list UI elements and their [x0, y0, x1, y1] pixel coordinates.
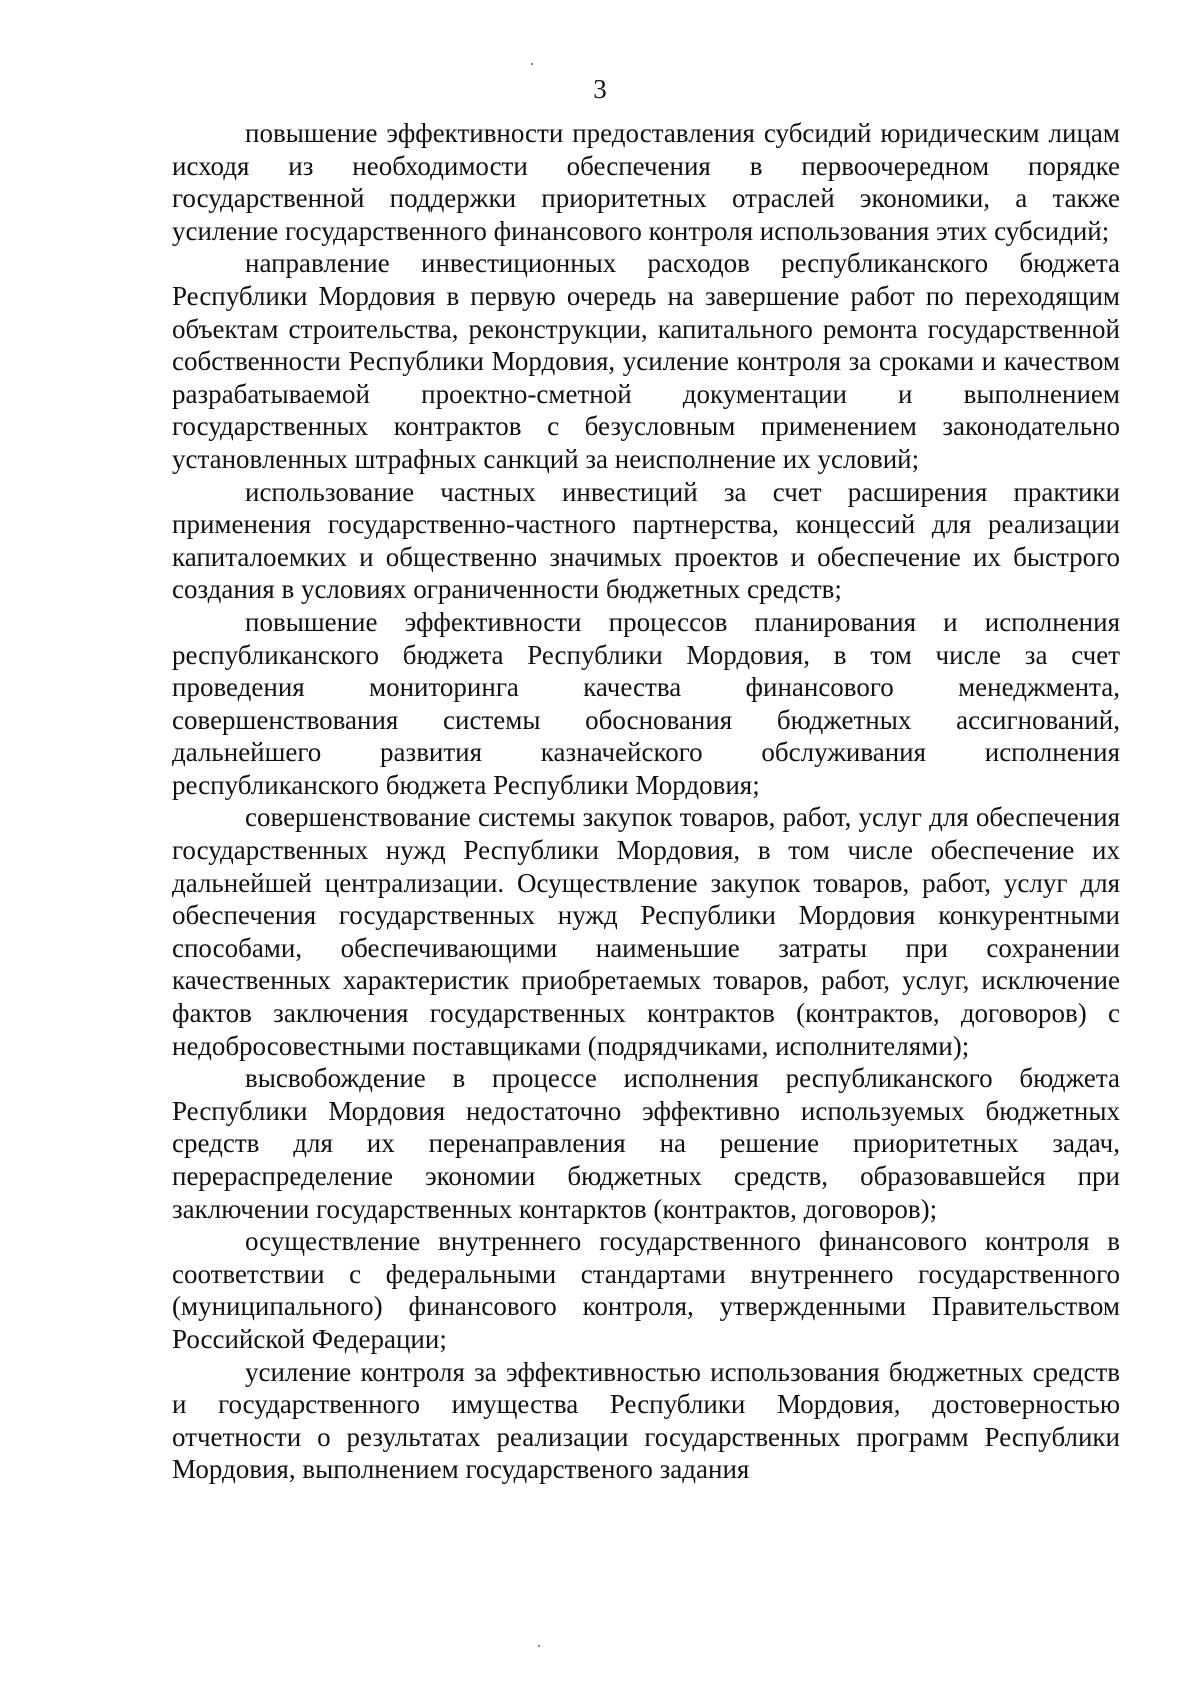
paragraph: высвобождение в процессе исполнения республиканского бюджета Республики Мордовия недостаточно эффективно используемых бюджетных средств для их перенаправления на решение приоритетных задач, перераспределение экономии бюджетных средств, образовавшейся при заключении государственных контарктов (контрактов, договоров); — [172, 1063, 1120, 1224]
paragraph: использование частных инвестиций за счет расширения практики применения государственно-частного партнерства, концессий для реализации капиталоемких и общественно значимых проектов и обеспечение их быстрого создания в условиях ограниченности бюджетных средств; — [172, 476, 1120, 605]
paragraph: совершенствование системы закупок товаров, работ, услуг для обеспечения государственных нужд Республики Мордовия, в том числе обеспечение их дальнейшей централизации. Осуществление закупок товаров, работ, услуг для обеспечения государственных нужд Республики Мордовия конкурентными способами, обеспечивающими наименьшие затраты при сохранении качественных характеристик приобретаемых товаров, работ, услуг, исключение фактов заключения государственных контрактов (контрактов, договоров) с недобросовестными поставщиками (подрядчиками, исполнителями); — [172, 802, 1120, 1061]
paragraph: направление инвестиционных расходов республиканского бюджета Республики Мордовия в первую очередь на завершение работ по переходящим объектам строительства, реконструкции, капитального ремонта государственной собственности Республики Мордовия, усиление контроля за сроками и качеством разрабатываемой проектно-сметной документации и выполнением государственных контрактов с безусловным применением законодательно установленных штрафных санкций за неисполнение их условий; — [172, 248, 1120, 474]
paragraph: повышение эффективности предоставления субсидий юридическим лицам исходя из необходимости обеспечения в первоочередном порядке государственной поддержки приоритетных отраслей экономики, а также усиление государственного финансового контроля использования этих субсидий; — [172, 118, 1120, 246]
paragraph: повышение эффективности процессов планирования и исполнения республиканского бюджета Республики Мордовия, в том числе за счет проведения мониторинга качества финансового менеджмента, совершенствования системы обоснования бюджетных ассигнований, дальнейшего развития казначейского обслуживания исполнения республиканского бюджета Республики Мордовия; — [172, 606, 1120, 800]
scan-speck — [538, 1645, 540, 1647]
document-body — [172, 117, 1120, 1486]
paragraph: усиление контроля за эффективностью использования бюджетных средств и государственного имущества Республики Мордовия, достоверностью отчетности о результатах реализации государственных программ Республики Мордовия, выполнением государственого задания — [172, 1356, 1120, 1485]
paragraph: осуществление внутреннего государственного финансового контроля в соответствии с федеральными стандартами внутреннего государственного (муниципального) финансового контроля, утвержденными Правительством Российской Федерации; — [172, 1226, 1120, 1354]
page-number: 3 — [593, 74, 607, 104]
scan-speck — [531, 63, 533, 65]
